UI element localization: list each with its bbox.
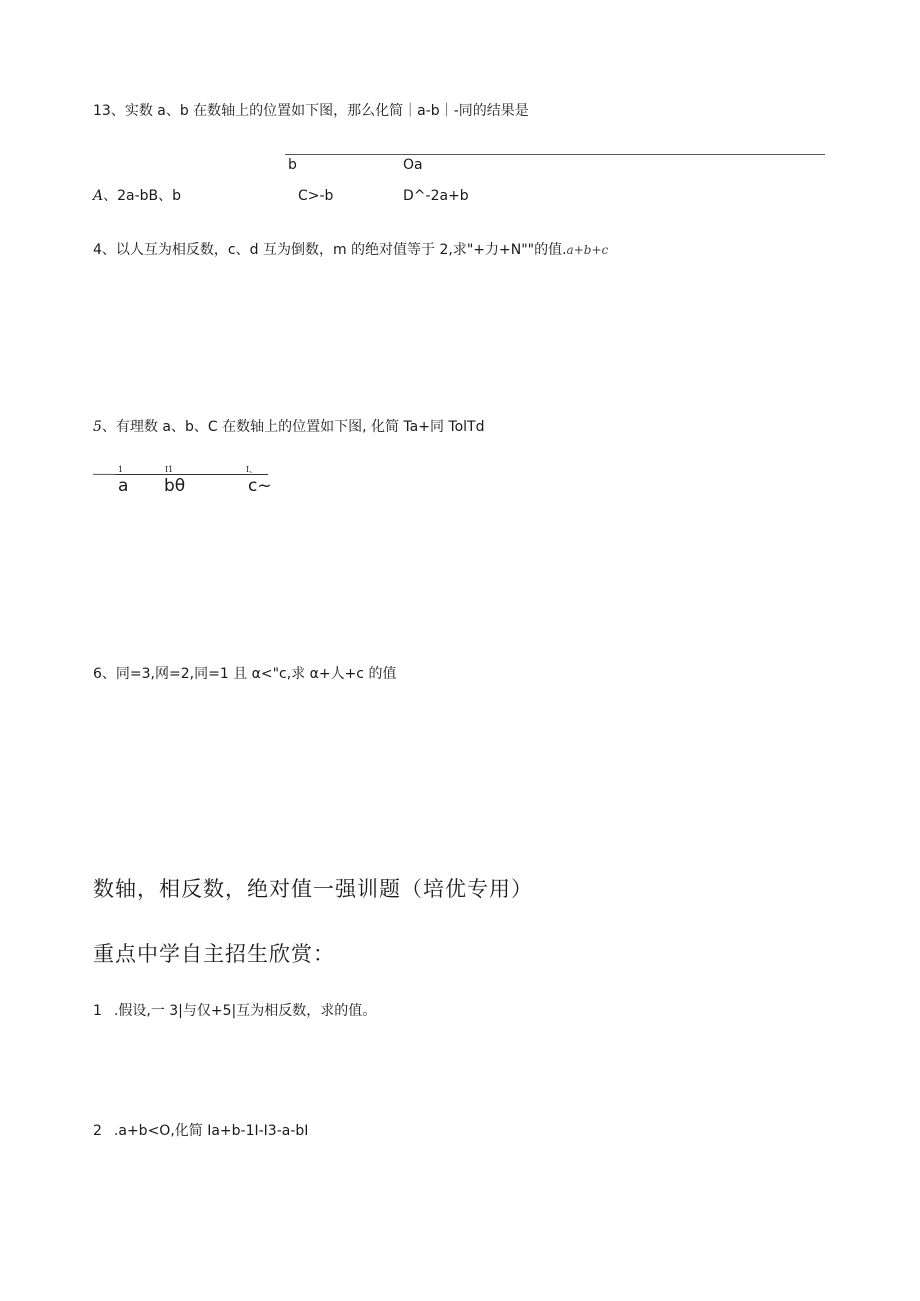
tick-2: I1	[165, 465, 174, 474]
section-title: 数轴，相反数，绝对值一强训题（培优专用）	[93, 877, 533, 901]
tick-3: I、	[246, 465, 258, 474]
option-d: D^-2a+b	[403, 188, 469, 204]
number-line-5-dash: ____	[93, 462, 115, 475]
option-c: C>-b	[298, 188, 334, 204]
option-a-b	[93, 187, 181, 205]
problem-2	[93, 1122, 308, 1140]
tick-1: 1	[118, 465, 124, 474]
option-a-rest: 、2a-bB、b	[103, 188, 182, 204]
question-4-text: 4、以人互为相反数，c、d 互为倒数，m 的绝对值等于 2,求"+力+N""的值.	[93, 242, 567, 258]
option-a-letter: A	[93, 188, 104, 204]
question-4-tail: a+b+c	[566, 243, 609, 257]
section-subtitle: 重点中学自主招生欣赏：	[93, 942, 335, 966]
axis-label-b: b	[288, 157, 297, 173]
question-13: 13、实数 a、b 在数轴上的位置如下图，那么化简｜a-b｜-同的结果是	[93, 103, 529, 119]
question-4	[93, 241, 608, 259]
axis-label-oa: Oa	[403, 157, 423, 173]
question-5	[93, 418, 484, 436]
point-label-c: c~	[248, 476, 272, 496]
point-label-a: a	[118, 476, 129, 496]
problem-1-text: .假设,一 3|与仅+5|互为相反数，求的值。	[113, 1003, 377, 1019]
point-label-b: bθ	[164, 476, 186, 496]
question-5-number: 5	[93, 419, 102, 435]
number-line-5	[115, 474, 268, 475]
problem-1-number: 1	[93, 1003, 102, 1019]
problem-2-number: 2	[93, 1123, 102, 1139]
problem-1	[93, 1002, 376, 1020]
problem-2-text: .a+b<O,化简 Ia+b-1I-I3-a-bI	[113, 1123, 309, 1139]
number-line-13	[285, 154, 825, 155]
question-6: 6、同=3,网=2,同=1 且 α<"c,求 α+人+c 的值	[93, 666, 397, 682]
question-5-text: 、有理数 a、b、C 在数轴上的位置如下图, 化简 Ta+同 TolTd	[101, 419, 485, 435]
